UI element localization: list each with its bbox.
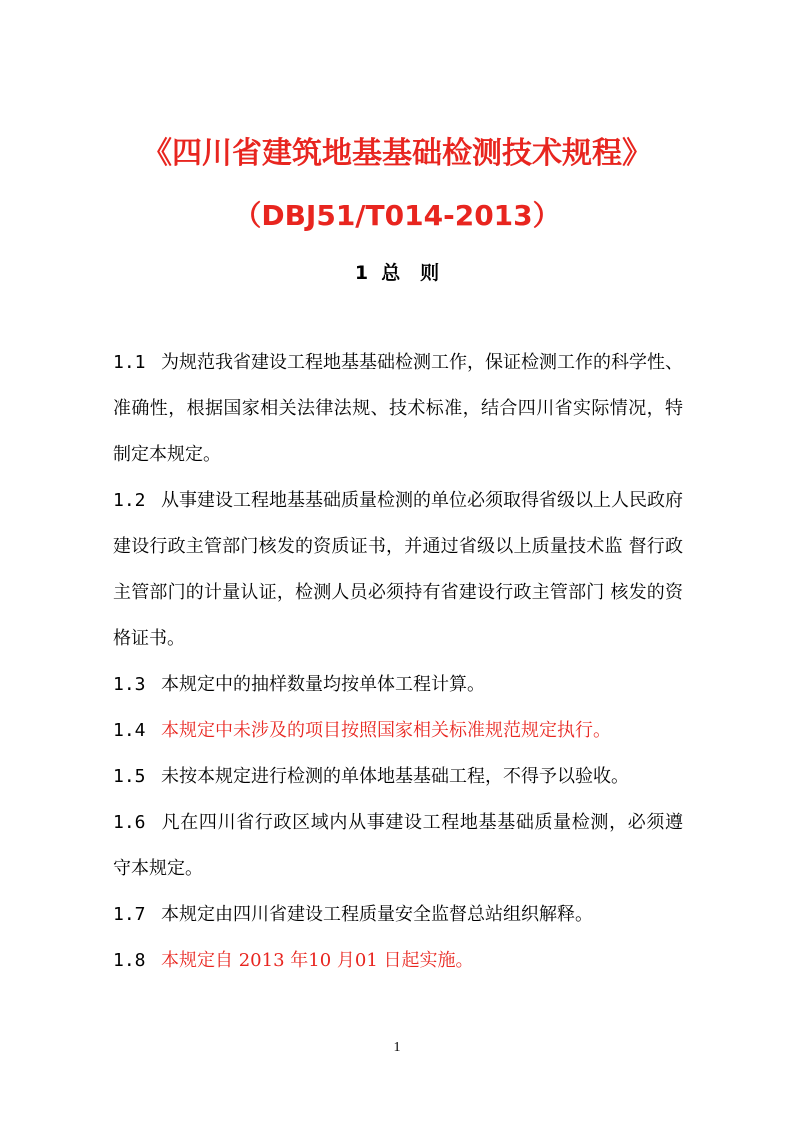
clause-number: 1.5 <box>113 766 146 787</box>
clause-1-1 <box>113 340 683 478</box>
clause-1-2 <box>113 478 683 662</box>
clause-number: 1.2 <box>113 490 146 511</box>
clause-text: 为规范我省建设工程地基基础检测工作，保证检测工作的科学性、准确性，根据国家相关法律法规、技术标准，结合四川省实际情况，特制定本规定。 <box>113 352 683 465</box>
clause-number: 1.8 <box>113 950 146 971</box>
clause-text: 本规定中未涉及的项目按照国家相关标准规范规定执行。 <box>161 720 611 741</box>
clause-number: 1.3 <box>113 674 146 695</box>
clause-number: 1.7 <box>113 904 146 925</box>
clause-list <box>113 340 683 984</box>
clause-number: 1.1 <box>113 352 146 373</box>
document-title: 《四川省建筑地基基础检测技术规程》 <box>142 136 652 171</box>
clause-1-6 <box>113 800 683 892</box>
clause-text: 凡在四川省行政区域内从事建设工程地基基础质量检测，必须遵 守本规定。 <box>113 812 683 879</box>
clause-text: 从事建设工程地基基础质量检测的单位必须取得省级以上人民政府建设行政主管部门核发的资质证书，并通过省级以上质量技术监 督行政主管部门的计量认证，检测人员必须持有省建设行政主管部门 核发的资格证书。 <box>113 490 683 649</box>
clause-1-7 <box>113 892 683 938</box>
chapter-heading: 1 总 则 <box>354 262 440 284</box>
clause-number: 1.6 <box>113 812 146 833</box>
standard-code: （DBJ51/T014-2013） <box>233 199 561 232</box>
clause-number: 1.4 <box>113 720 146 741</box>
clause-1-4 <box>113 708 683 754</box>
page-number: 1 <box>393 1040 401 1055</box>
clause-1-5 <box>113 754 683 800</box>
clause-text: 未按本规定进行检测的单体地基基础工程，不得予以验收。 <box>161 766 629 787</box>
clause-1-8 <box>113 938 683 984</box>
clause-text: 本规定中的抽样数量均按单体工程计算。 <box>161 674 485 695</box>
clause-text: 本规定由四川省建设工程质量安全监督总站组织解释。 <box>161 904 593 925</box>
clause-text: 本规定自 2013 年10 月01 日起实施。 <box>161 950 474 971</box>
clause-1-3 <box>113 662 683 708</box>
